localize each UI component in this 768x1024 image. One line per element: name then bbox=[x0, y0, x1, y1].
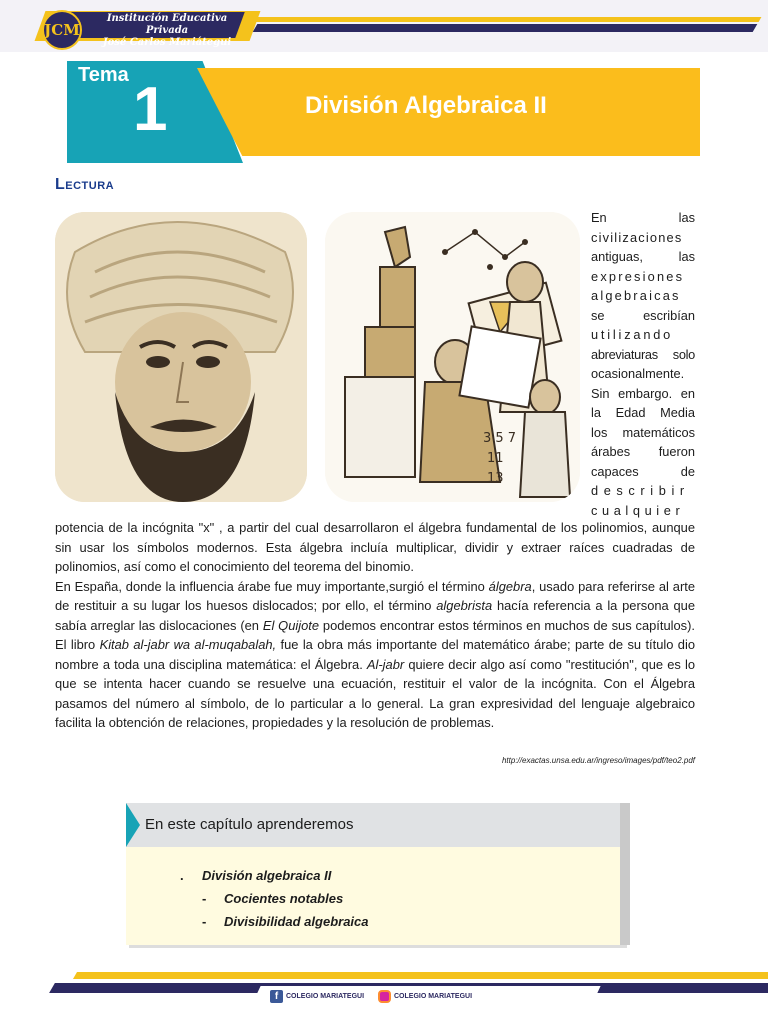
italic-term: Al-jabr bbox=[366, 656, 405, 672]
side-line: ocasionalmente. bbox=[591, 366, 685, 381]
portrait-image bbox=[55, 212, 307, 502]
footer-right-navy bbox=[575, 983, 768, 993]
side-line: expresiones bbox=[591, 268, 685, 284]
italic-term: Kitab al-jabr wa al-muqabalah, bbox=[99, 637, 277, 652]
learning-subitem-text: Cocientes notables bbox=[224, 891, 344, 906]
text-run: En España, donde la influencia árabe fue muy importante,surgió el término bbox=[55, 578, 489, 594]
institution-line1: Institución Educativa Privada bbox=[106, 13, 228, 36]
italic-term: álgebra bbox=[488, 578, 532, 594]
bullet: - bbox=[202, 891, 207, 906]
learning-subitem-text: Divisibilidad algebraica bbox=[224, 914, 369, 929]
bullet: . bbox=[180, 868, 184, 883]
side-word: árabes bbox=[591, 444, 631, 459]
reading-paragraph-2 bbox=[55, 577, 695, 733]
page-title: División Algebraica II bbox=[305, 92, 547, 119]
instagram-link[interactable] bbox=[378, 990, 472, 1003]
side-line: algebraicas bbox=[591, 288, 681, 303]
side-line bbox=[591, 208, 695, 228]
side-line: la Edad Media bbox=[591, 405, 695, 420]
footer-right-yellow bbox=[580, 972, 768, 979]
facebook-icon: f bbox=[270, 990, 283, 1003]
side-line: Sin embargo. en bbox=[591, 385, 695, 401]
page-header bbox=[0, 0, 768, 52]
reading-paragraph-1: potencia de la incógnita "x" , a partir del cual desarrollaron el álgebra fundamental de los polinomios, aunque sin usar los símbolos modernos. Esta álgebra incluía multiplicar, dividir y extraer raíces cuadradas de polinomios, así como el conocimiento del teorema del binomio. bbox=[55, 520, 695, 574]
learning-title: En este capítulo aprenderemos bbox=[145, 816, 354, 833]
side-word: En bbox=[591, 210, 607, 225]
reading-side-column bbox=[591, 208, 695, 520]
portrait-illustration bbox=[55, 212, 307, 502]
reading-heading: Lectura bbox=[55, 176, 115, 193]
footer-yellow-stripe bbox=[73, 972, 597, 979]
bullet: - bbox=[202, 914, 207, 929]
institution-line2: José Carlos Mariátegui bbox=[102, 37, 232, 48]
side-word: se bbox=[591, 307, 605, 323]
side-line: cualquier bbox=[591, 502, 685, 518]
instagram-label: COLEGIO MARIATEGUI bbox=[394, 993, 473, 1000]
side-word: antiguas, bbox=[591, 249, 643, 264]
topic-label: Tema bbox=[78, 64, 129, 86]
text-run: quiere decir algo así como "restitución", que es lo que se intenta hacer cuando se resuelve una ecuación, restituir el valor de la incógnita. Con el Álgebra pasamos del número al símbolo, de lo particular a lo general. La gran expresividad del lenguaje algebraico facilita la obtención de relaciones, propiedades y la resolución de problemas. bbox=[55, 656, 695, 730]
side-word: escribían bbox=[643, 307, 695, 323]
instagram-icon bbox=[378, 990, 391, 1003]
side-word: las bbox=[678, 210, 695, 225]
svg-text:13: 13 bbox=[487, 471, 504, 486]
side-line: describir bbox=[591, 483, 690, 498]
side-word: de bbox=[680, 463, 695, 479]
side-word: fueron bbox=[658, 444, 695, 459]
side-word: capaces bbox=[591, 463, 639, 479]
learning-list bbox=[180, 864, 369, 933]
text-run: fue la obra más importante del matemático árabe; parte de su título dio nombre a toda una disciplina matemática: el Álgebra. bbox=[55, 637, 695, 672]
side-line: los matemáticos bbox=[591, 424, 695, 440]
header-navy-stripe bbox=[253, 24, 758, 32]
text-run: , usado para referirse al arte de restituir a su lugar los huesos dislocados; por ello, el término bbox=[55, 578, 695, 613]
learning-subitem bbox=[180, 910, 369, 933]
learning-item-main bbox=[180, 864, 369, 887]
side-line: abreviaturas solo bbox=[591, 346, 695, 362]
italic-term: algebrista bbox=[436, 598, 493, 613]
side-word: las bbox=[678, 249, 695, 264]
side-line: utilizando bbox=[591, 327, 674, 342]
reading-body bbox=[55, 518, 695, 733]
side-line bbox=[591, 306, 695, 326]
institution-name bbox=[92, 13, 242, 49]
facebook-link[interactable] bbox=[270, 990, 364, 1003]
learning-item-text: División algebraica II bbox=[202, 868, 332, 883]
topic-number: 1 bbox=[133, 75, 168, 144]
svg-text:11: 11 bbox=[487, 451, 504, 466]
side-line bbox=[591, 462, 695, 482]
mathematicians-image bbox=[325, 212, 580, 502]
svg-text:3 5 7: 3 5 7 bbox=[483, 431, 517, 446]
side-line bbox=[591, 247, 695, 267]
text-run: hacía referencia a la persona que sabía arreglar las dislocaciones (en bbox=[55, 598, 696, 633]
mathematicians-illustration bbox=[325, 212, 580, 502]
learning-box-shadow bbox=[620, 803, 630, 945]
learning-subitem bbox=[180, 887, 369, 910]
school-logo: JCM bbox=[42, 10, 82, 50]
source-link[interactable]: http://exactas.unsa.edu.ar/ingreso/images/pdf/teo2.pdf bbox=[501, 756, 695, 765]
italic-term: El Quijote bbox=[262, 617, 320, 633]
side-line bbox=[591, 442, 695, 462]
header-yellow-stripe bbox=[244, 17, 762, 22]
facebook-label: COLEGIO MARIATEGUI bbox=[286, 993, 365, 1000]
text-run: podemos encontrar estos términos en muchos de sus capítulos). El libro bbox=[55, 617, 695, 652]
side-line: civilizaciones bbox=[591, 229, 683, 245]
